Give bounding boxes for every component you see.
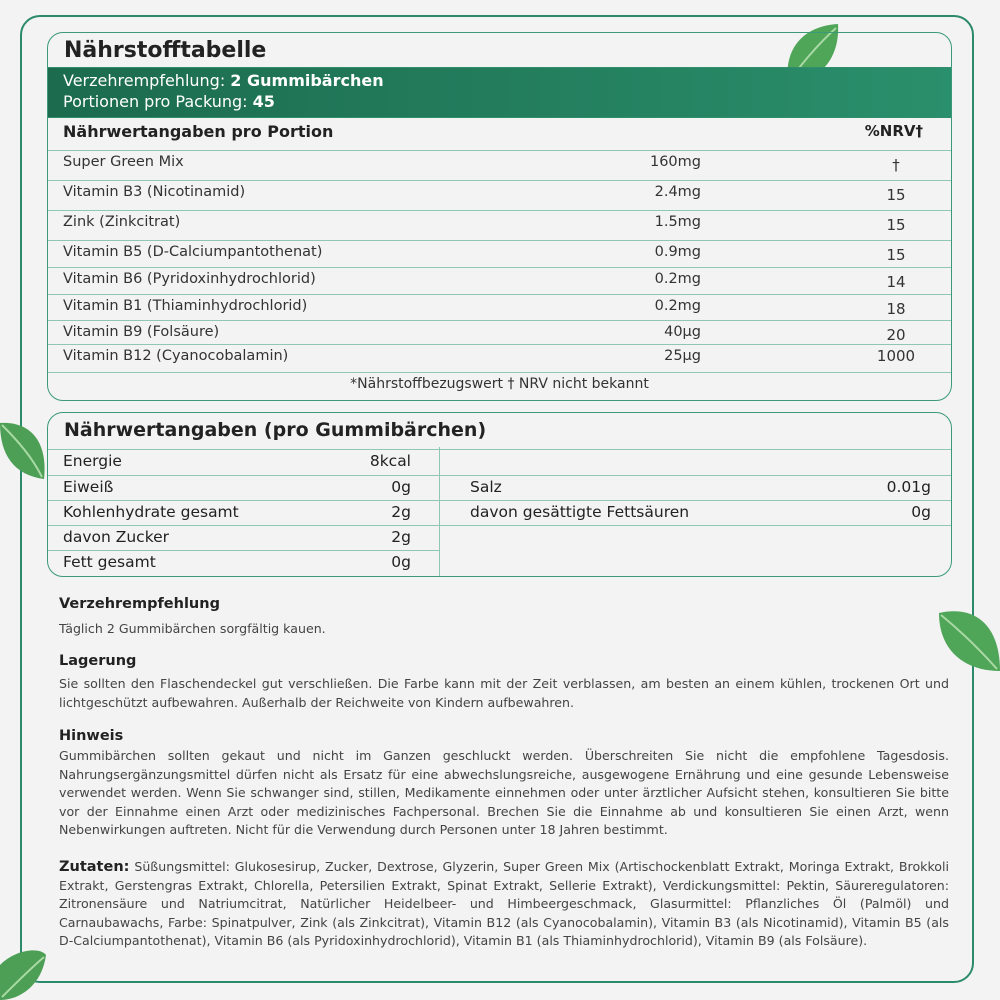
table-row bbox=[48, 150, 951, 178]
table-row bbox=[48, 267, 951, 295]
storage-heading: Lagerung bbox=[59, 653, 137, 669]
table-row bbox=[48, 500, 439, 526]
row-nrv: 18 bbox=[886, 300, 906, 318]
row-name: Vitamin B6 (Pyridoxinhydrochlorid) bbox=[63, 271, 316, 287]
notice-heading: Hinweis bbox=[59, 728, 124, 744]
table-row bbox=[440, 500, 952, 526]
row-nrv: 15 bbox=[886, 186, 906, 204]
nutrient-table-panel bbox=[47, 32, 952, 401]
table-row bbox=[48, 240, 951, 268]
servings-per-pack-value: 45 bbox=[252, 92, 275, 111]
table-header-nrv: %NRV† bbox=[864, 122, 923, 140]
table-row-empty bbox=[440, 525, 952, 551]
table-header-label: Nährwertangaben pro Portion bbox=[63, 122, 334, 141]
row-amount: 1.5mg bbox=[654, 214, 701, 230]
leaf-icon bbox=[0, 415, 50, 485]
row-value: 2g bbox=[391, 528, 411, 546]
row-name: Vitamin B12 (Cyanocobalamin) bbox=[63, 348, 289, 364]
row-nrv: 15 bbox=[886, 246, 906, 264]
table-row bbox=[48, 294, 951, 322]
table-row bbox=[48, 180, 951, 208]
table-row bbox=[48, 550, 439, 576]
row-name: Vitamin B3 (Nicotinamid) bbox=[63, 184, 246, 200]
servings-per-pack bbox=[63, 92, 275, 111]
row-name: davon Zucker bbox=[63, 528, 170, 546]
row-amount: 2.4mg bbox=[654, 184, 701, 200]
table-row bbox=[48, 344, 951, 372]
row-value: 0g bbox=[911, 503, 931, 521]
row-amount: 25µg bbox=[664, 348, 701, 364]
serving-size-value: 2 Gummibärchen bbox=[230, 71, 384, 90]
row-name: Zink (Zinkcitrat) bbox=[63, 214, 181, 230]
row-name: Eiweiß bbox=[63, 478, 114, 496]
serving-size-label: Verzehrempfehlung: bbox=[63, 71, 231, 90]
row-value: 0g bbox=[391, 478, 411, 496]
row-name: Kohlenhydrate gesamt bbox=[63, 503, 239, 521]
row-amount: 40µg bbox=[664, 324, 701, 340]
serving-size bbox=[63, 71, 384, 90]
table-row bbox=[48, 210, 951, 238]
servings-per-pack-label: Portionen pro Packung: bbox=[63, 92, 253, 111]
row-amount: 0.2mg bbox=[654, 271, 701, 287]
row-amount: 160mg bbox=[649, 154, 701, 170]
row-name: davon gesättigte Fettsäuren bbox=[470, 503, 690, 521]
serving-recommendation-heading: Verzehrempfehlung bbox=[59, 596, 220, 612]
nutrient-table-title: Nährstofftabelle bbox=[64, 38, 267, 63]
table-row bbox=[48, 475, 439, 501]
row-nrv: 1000 bbox=[876, 347, 916, 365]
row-nrv: 15 bbox=[886, 216, 906, 234]
row-nrv: 20 bbox=[886, 326, 906, 344]
serving-info-band bbox=[48, 67, 951, 118]
table-row bbox=[440, 475, 952, 501]
row-name: Energie bbox=[63, 452, 122, 470]
leaf-icon bbox=[0, 945, 48, 1000]
leaf-icon bbox=[935, 605, 1000, 677]
serving-recommendation-text: Täglich 2 Gummibärchen sorgfältig kauen. bbox=[59, 621, 326, 636]
nutrition-facts-title: Nährwertangaben (pro Gummibärchen) bbox=[64, 419, 487, 441]
row-name: Vitamin B9 (Folsäure) bbox=[63, 324, 220, 340]
row-nrv: † bbox=[892, 156, 900, 174]
row-amount: 0.9mg bbox=[654, 244, 701, 260]
table-row bbox=[48, 449, 439, 475]
row-name: Fett gesamt bbox=[63, 553, 156, 571]
row-name: Vitamin B5 (D-Calciumpantothenat) bbox=[63, 244, 323, 260]
notice-text: Gummibärchen sollten gekaut und nicht im Ganzen geschluckt werden. Überschreiten Sie nicht die empfohlene Tagesdosis. Nahrungsergänzungsmittel dürfen nicht als Ersatz für eine abwechslungsreiche, ausgewogene Ernährung und eine gesunde Lebensweise verwendet werden. Wenn Sie schwanger sind, stillen, Medikamente einnehmen oder unter ärztlicher Aufsicht stehen, konsultieren Sie bitte vor der Einnahme einen Arzt oder medizinisches Fachpersonal. Brechen Sie die Einnahme ab und konsultieren Sie einen Arzt, wenn Nebenwirkungen auftreten. Nicht für die Verwendung durch Personen unter 18 Jahren bestimmt. bbox=[59, 748, 949, 837]
row-value: 0g bbox=[391, 553, 411, 571]
row-nrv: 14 bbox=[886, 273, 906, 291]
footnote-divider bbox=[48, 372, 951, 373]
row-value: 2g bbox=[391, 503, 411, 521]
nutrition-facts-panel bbox=[47, 412, 952, 577]
table-row-empty bbox=[440, 449, 952, 475]
storage-text: Sie sollten den Flaschendeckel gut verschließen. Die Farbe kann mit der Zeit verblassen, am besten an einem kühlen, trockenen Ort und lichtgeschützt aufbewahren. Außerhalb der Reichweite von Kindern aufbewahren. bbox=[59, 676, 949, 710]
ingredients-block bbox=[59, 858, 949, 951]
footnote: *Nährstoffbezugswert † NRV nicht bekannt bbox=[350, 376, 649, 392]
row-name: Salz bbox=[470, 478, 502, 496]
table-row bbox=[48, 525, 439, 551]
ingredients-heading: Zutaten: bbox=[59, 859, 130, 875]
row-amount: 0.2mg bbox=[654, 298, 701, 314]
row-value: 8kcal bbox=[369, 452, 411, 470]
ingredients-text: Süßungsmittel: Glukosesirup, Zucker, Dextrose, Glyzerin, Super Green Mix (Artischockenblatt Extrakt, Moringa Extrakt, Brokkoli Extrakt, Gerstengras Extrakt, Chlorella, Petersilien Extrakt, Spinat Extrakt, Sellerie Extrakt), Verdickungsmittel: Pektin, Säureregulatoren: Zitronensäure und Natriumcitrat, Natürlicher Heidelbeer- und Himbeergeschmack, Glasurmittel: Pflanzliches Öl (Palmöl) und Carnaubawachs, Farbe: Spinatpulver, Zink (als Zinkcitrat), Vitamin B12 (als Cyanocobalamin), Vitamin B3 (als Nicotinamid), Vitamin B5 (als D-Calciumpantothenat), Vitamin B6 (als Pyridoxinhydrochlorid), Vitamin B1 (als Thiaminhydrochlorid), Vitamin B9 (als Folsäure). bbox=[59, 859, 949, 948]
row-name: Vitamin B1 (Thiaminhydrochlorid) bbox=[63, 298, 308, 314]
row-value: 0.01g bbox=[886, 478, 931, 496]
row-name: Super Green Mix bbox=[63, 154, 184, 170]
